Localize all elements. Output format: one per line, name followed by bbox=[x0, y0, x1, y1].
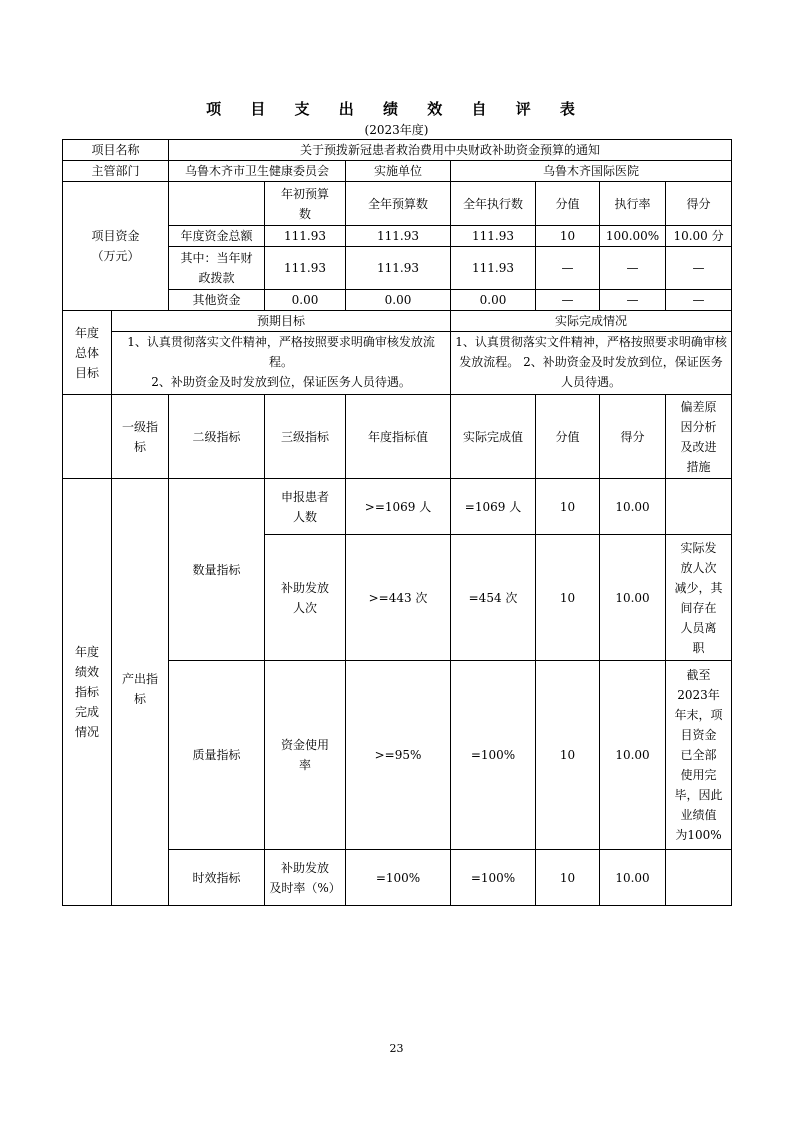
goals-text-row bbox=[63, 332, 732, 395]
level2-value: 时效指标 bbox=[169, 850, 265, 906]
project-name-row bbox=[63, 140, 732, 161]
funds-score-value: — bbox=[536, 290, 600, 311]
header-actual: 实际完成值 bbox=[451, 395, 536, 479]
dept-label: 主管部门 bbox=[63, 161, 169, 182]
funds-header-rate: 执行率 bbox=[600, 182, 666, 226]
funds-header-row bbox=[63, 182, 732, 226]
funds-executed: 111.93 bbox=[451, 226, 536, 247]
reason bbox=[666, 479, 732, 535]
level3-value: 补助发放 人次 bbox=[265, 535, 346, 661]
funds-score: — bbox=[666, 290, 732, 311]
header-level3: 三级指标 bbox=[265, 395, 346, 479]
funds-header-score-value: 分值 bbox=[536, 182, 600, 226]
goals-expected-header: 预期目标 bbox=[112, 311, 451, 332]
page-number: 23 bbox=[389, 1042, 404, 1055]
funds-score-value: 10 bbox=[536, 226, 600, 247]
header-reason: 偏差原 因分析 及改进 措施 bbox=[666, 395, 732, 479]
funds-header-annual: 全年预算数 bbox=[346, 182, 451, 226]
target-value: >=95% bbox=[346, 661, 451, 850]
funds-executed: 111.93 bbox=[451, 247, 536, 290]
score: 10.00 bbox=[600, 661, 666, 850]
goals-actual-text: 1、认真贯彻落实文件精神，严格按照要求明确审核发放流程。 2、补助资金及时发放到位，保证医务人员待遇。 bbox=[451, 332, 732, 395]
indicators-header-row bbox=[63, 395, 732, 479]
funds-initial: 0.00 bbox=[265, 290, 346, 311]
score: 10.00 bbox=[600, 479, 666, 535]
reason: 截至 2023年 年末，项 目资金 已全部 使用完 毕，因此 业绩值 为100% bbox=[666, 661, 732, 850]
score-value: 10 bbox=[536, 850, 600, 906]
funds-header-executed: 全年执行数 bbox=[451, 182, 536, 226]
indicators-section-label: 年度 绩效 指标 完成 情况 bbox=[63, 479, 112, 906]
score-value: 10 bbox=[536, 535, 600, 661]
target-value: =100% bbox=[346, 850, 451, 906]
goals-expected-text: 1、认真贯彻落实文件精神，严格按照要求明确审核发放流程。 2、补助资金及时发放到位，保证医务人员待遇。 bbox=[112, 332, 451, 395]
level3-value: 资金使用 率 bbox=[265, 661, 346, 850]
score-value: 10 bbox=[536, 479, 600, 535]
funds-score-value: — bbox=[536, 247, 600, 290]
funds-initial: 111.93 bbox=[265, 247, 346, 290]
impl-value: 乌鲁木齐国际医院 bbox=[451, 161, 732, 182]
target-value: >=1069 人 bbox=[346, 479, 451, 535]
score-value: 10 bbox=[536, 661, 600, 850]
goals-section-label: 年度 总体 目标 bbox=[63, 311, 112, 395]
level1-value: 产出指 标 bbox=[112, 479, 169, 906]
actual-value: =454 次 bbox=[451, 535, 536, 661]
score: 10.00 bbox=[600, 850, 666, 906]
header-level1: 一级指 标 bbox=[112, 395, 169, 479]
target-value: >=443 次 bbox=[346, 535, 451, 661]
page-title: 项 目 支 出 绩 效 自 评 表 bbox=[206, 100, 587, 118]
level3-value: 申报患者 人数 bbox=[265, 479, 346, 535]
funds-score: 10.00 分 bbox=[666, 226, 732, 247]
header-score: 得分 bbox=[600, 395, 666, 479]
funds-annual: 111.93 bbox=[346, 226, 451, 247]
funds-header-spacer bbox=[169, 182, 265, 226]
actual-value: =100% bbox=[451, 661, 536, 850]
reason: 实际发 放人次 减少，其 间存在 人员离 职 bbox=[666, 535, 732, 661]
level2-value: 数量指标 bbox=[169, 479, 265, 661]
funds-row-label: 其中：当年财 政拨款 bbox=[169, 247, 265, 290]
funds-rate: — bbox=[600, 290, 666, 311]
dept-value: 乌鲁木齐市卫生健康委员会 bbox=[169, 161, 346, 182]
funds-row-label: 年度资金总额 bbox=[169, 226, 265, 247]
indicators-header-blank bbox=[63, 395, 112, 479]
funds-rate: 100.00% bbox=[600, 226, 666, 247]
funds-rate: — bbox=[600, 247, 666, 290]
report-year: (2023年度) bbox=[364, 123, 429, 137]
reason bbox=[666, 850, 732, 906]
actual-value: =1069 人 bbox=[451, 479, 536, 535]
goals-actual-header: 实际完成情况 bbox=[451, 311, 732, 332]
project-name-label: 项目名称 bbox=[63, 140, 169, 161]
level3-value: 补助发放 及时率（%） bbox=[265, 850, 346, 906]
funds-header-score: 得分 bbox=[666, 182, 732, 226]
funds-score: — bbox=[666, 247, 732, 290]
actual-value: =100% bbox=[451, 850, 536, 906]
header-score-value: 分值 bbox=[536, 395, 600, 479]
level2-value: 质量指标 bbox=[169, 661, 265, 850]
self-evaluation-table bbox=[62, 139, 732, 906]
funds-section-label: 项目资金 （万元） bbox=[63, 182, 169, 311]
impl-label: 实施单位 bbox=[346, 161, 451, 182]
funds-annual: 111.93 bbox=[346, 247, 451, 290]
header-level2: 二级指标 bbox=[169, 395, 265, 479]
project-name-value: 关于预拨新冠患者救治费用中央财政补助资金预算的通知 bbox=[169, 140, 732, 161]
funds-header-initial: 年初预算 数 bbox=[265, 182, 346, 226]
funds-row-label: 其他资金 bbox=[169, 290, 265, 311]
goals-header-row bbox=[63, 311, 732, 332]
department-row bbox=[63, 161, 732, 182]
funds-initial: 111.93 bbox=[265, 226, 346, 247]
funds-annual: 0.00 bbox=[346, 290, 451, 311]
indicator-row bbox=[63, 479, 732, 535]
header-target: 年度指标值 bbox=[346, 395, 451, 479]
funds-executed: 0.00 bbox=[451, 290, 536, 311]
score: 10.00 bbox=[600, 535, 666, 661]
